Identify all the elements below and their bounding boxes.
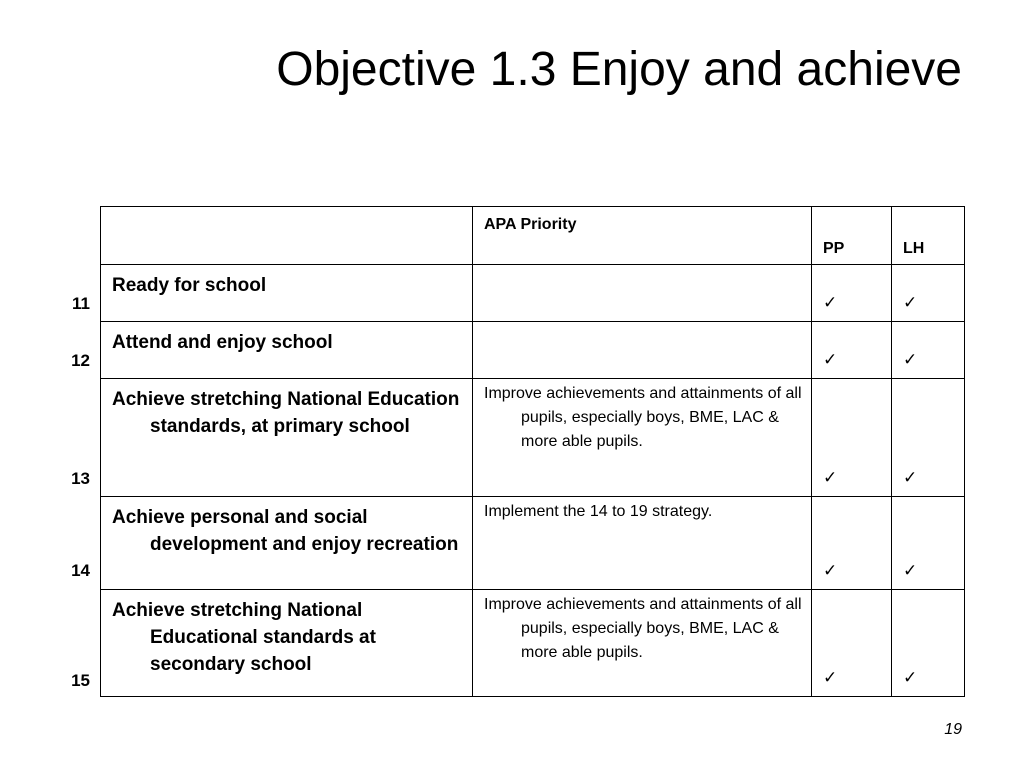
pp-cell xyxy=(812,322,892,379)
row-number: 14 xyxy=(71,561,90,580)
apa-text: Implement the 14 to 19 strategy. xyxy=(484,503,713,520)
outcome-cell xyxy=(101,379,473,497)
row-number: 15 xyxy=(71,671,90,690)
row-number: 11 xyxy=(72,294,90,313)
checkmark-icon: ✓ xyxy=(903,350,918,370)
lh-cell xyxy=(892,590,965,697)
table-row xyxy=(101,379,965,497)
outcome-cell xyxy=(101,590,473,697)
checkmark-icon: ✓ xyxy=(823,293,838,313)
table-row xyxy=(101,497,965,590)
outcome-text: Achieve stretching National Education standards, at primary school xyxy=(112,389,460,437)
apa-cell xyxy=(473,497,812,590)
apa-text: Improve achievements and attainments of all pupils, especially boys, BME, LAC & more able pupils. xyxy=(484,596,802,661)
row-number: 12 xyxy=(71,351,90,370)
header-cell-apa xyxy=(473,207,812,265)
lh-header: LH xyxy=(903,240,925,257)
outcome-text: Ready for school xyxy=(112,275,267,296)
apa-text: Improve achievements and attainments of all pupils, especially boys, BME, LAC & more able pupils. xyxy=(484,385,802,450)
outcome-text: Attend and enjoy school xyxy=(112,332,333,353)
outcome-cell xyxy=(101,497,473,590)
pp-cell xyxy=(812,265,892,322)
lh-cell xyxy=(892,497,965,590)
pp-header: PP xyxy=(823,240,845,257)
checkmark-icon: ✓ xyxy=(903,468,918,488)
apa-cell xyxy=(473,265,812,322)
header-cell-outcome xyxy=(101,207,473,265)
page-number: 19 xyxy=(944,721,962,738)
row-number-column xyxy=(60,0,90,768)
apa-cell xyxy=(473,322,812,379)
apa-text xyxy=(473,322,811,325)
checkmark-icon: ✓ xyxy=(903,668,918,688)
pp-cell xyxy=(812,379,892,497)
row-number: 13 xyxy=(71,469,90,488)
checkmark-icon: ✓ xyxy=(823,561,838,581)
header-cell-pp xyxy=(812,207,892,265)
checkmark-icon: ✓ xyxy=(823,350,838,370)
lh-cell xyxy=(892,265,965,322)
checkmark-icon: ✓ xyxy=(823,468,838,488)
pp-cell xyxy=(812,590,892,697)
lh-cell xyxy=(892,322,965,379)
outcome-text: Achieve stretching National Educational standards at secondary school xyxy=(112,600,376,675)
table-row xyxy=(101,322,965,379)
apa-cell xyxy=(473,590,812,697)
apa-text xyxy=(473,265,811,268)
header-cell-lh xyxy=(892,207,965,265)
checkmark-icon: ✓ xyxy=(823,668,838,688)
priority-table xyxy=(100,206,965,697)
slide-title: Objective 1.3 Enjoy and achieve xyxy=(276,43,962,96)
apa-cell xyxy=(473,379,812,497)
outcome-text: Achieve personal and social development and enjoy recreation xyxy=(112,507,459,555)
table-header-row xyxy=(101,207,965,265)
apa-priority-header: APA Priority xyxy=(484,216,577,233)
outcome-cell xyxy=(101,265,473,322)
table-row xyxy=(101,590,965,697)
checkmark-icon: ✓ xyxy=(903,293,918,313)
checkmark-icon: ✓ xyxy=(903,561,918,581)
table-row xyxy=(101,265,965,322)
lh-cell xyxy=(892,379,965,497)
pp-cell xyxy=(812,497,892,590)
outcome-cell xyxy=(101,322,473,379)
